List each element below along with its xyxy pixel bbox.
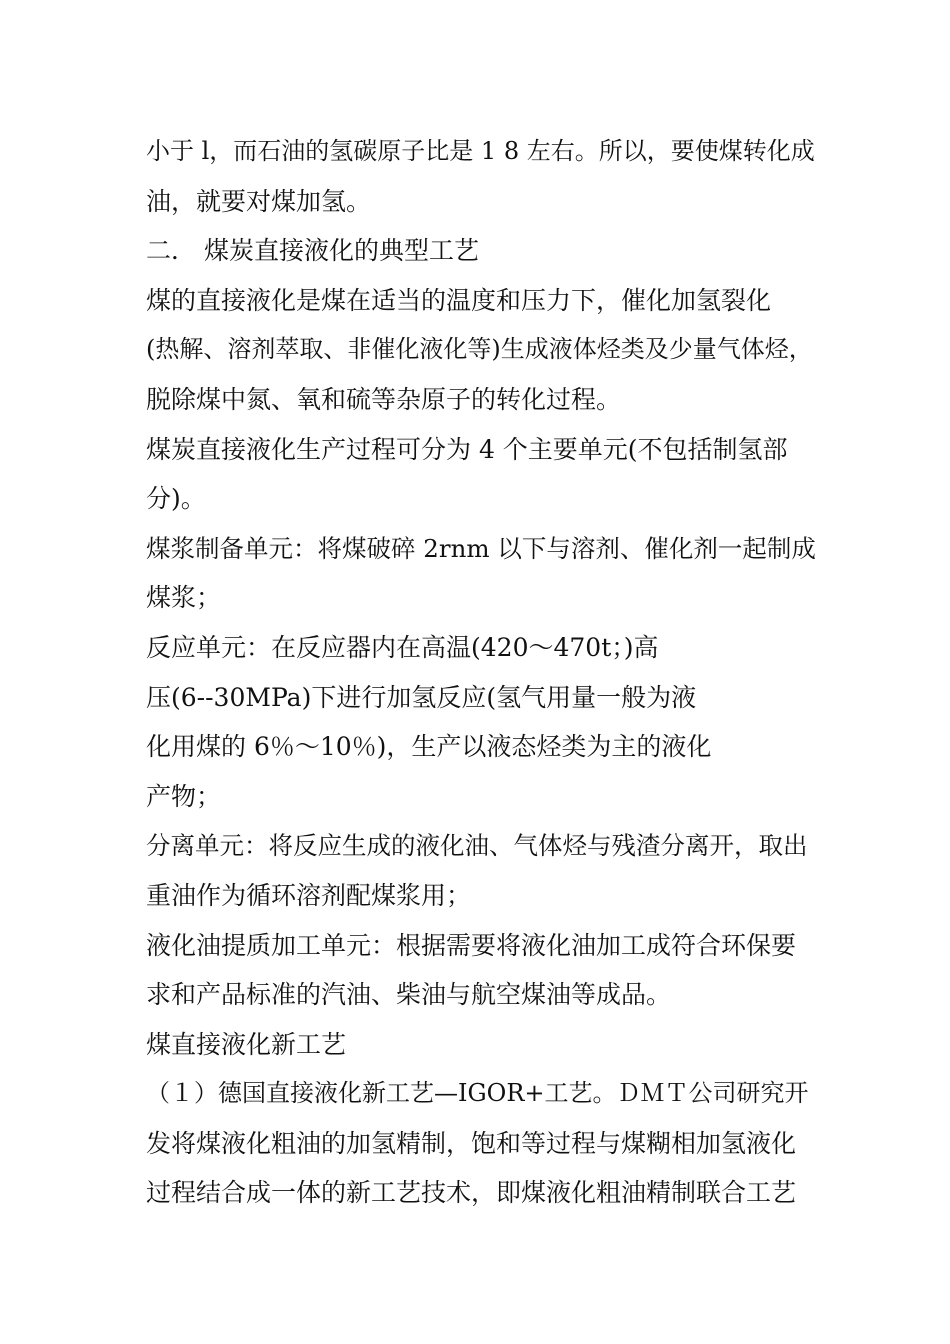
text-line: 发将煤液化粗油的加氢精制，饱和等过程与煤糊相加氢液化 — [146, 1128, 797, 1158]
text-line: 产物； — [146, 781, 222, 811]
text-line: 煤的直接液化是煤在适当的温度和压力下，催化加氢裂化 — [146, 285, 772, 315]
text-line: （１）德国直接液化新工艺—IGOR+工艺。ＤＭＴ公司研究开 — [146, 1079, 809, 1108]
text-line: 过程结合成一体的新工艺技术，即煤液化粗油精制联合工艺 — [146, 1178, 797, 1208]
section-heading: 二． 煤炭直接液化的典型工艺 — [146, 236, 479, 266]
text-line: 化用煤的 6％～10％)，生产以液态烃类为主的液化 — [146, 732, 712, 762]
text-line: 脱除煤中氮、氧和硫等杂原子的转化过程。 — [146, 384, 622, 414]
text-line: 煤浆； — [146, 583, 222, 613]
text-line: 分离单元：将反应生成的液化油、气体烃与残渣分离开，取出 — [146, 831, 808, 861]
text-line: (热解、溶剂萃取、非催化液化等)生成液体烃类及少量气体烃， — [146, 335, 813, 364]
text-line: 反应单元：在反应器内在高温(420～470t；)高 — [146, 632, 659, 662]
text-line: 煤浆制备单元：将煤破碎 2rnm 以下与溶剂、催化剂一起制成 — [146, 533, 816, 563]
text-line: 重油作为循环溶剂配煤浆用； — [146, 880, 472, 910]
section-heading: 煤直接液化新工艺 — [146, 1029, 347, 1059]
text-line: 煤炭直接液化生产过程可分为 4 个主要单元(不包括制氢部 — [146, 434, 788, 464]
text-line: 油，就要对煤加氢。 — [146, 186, 372, 216]
text-line: 求和产品标准的汽油、柴油与航空煤油等成品。 — [146, 980, 672, 1010]
document-body — [146, 127, 816, 1218]
text-line: 小于 l，而石油的氢碳原子比是 1 8 左右。所以，要使煤转化成 — [146, 137, 815, 165]
text-line: 压(6--30MPa)下进行加氢反应(氢气用量一般为液 — [146, 682, 697, 712]
text-line: 液化油提质加工单元：根据需要将液化油加工成符合环保要 — [146, 930, 797, 960]
text-line: 分)。 — [146, 484, 206, 514]
